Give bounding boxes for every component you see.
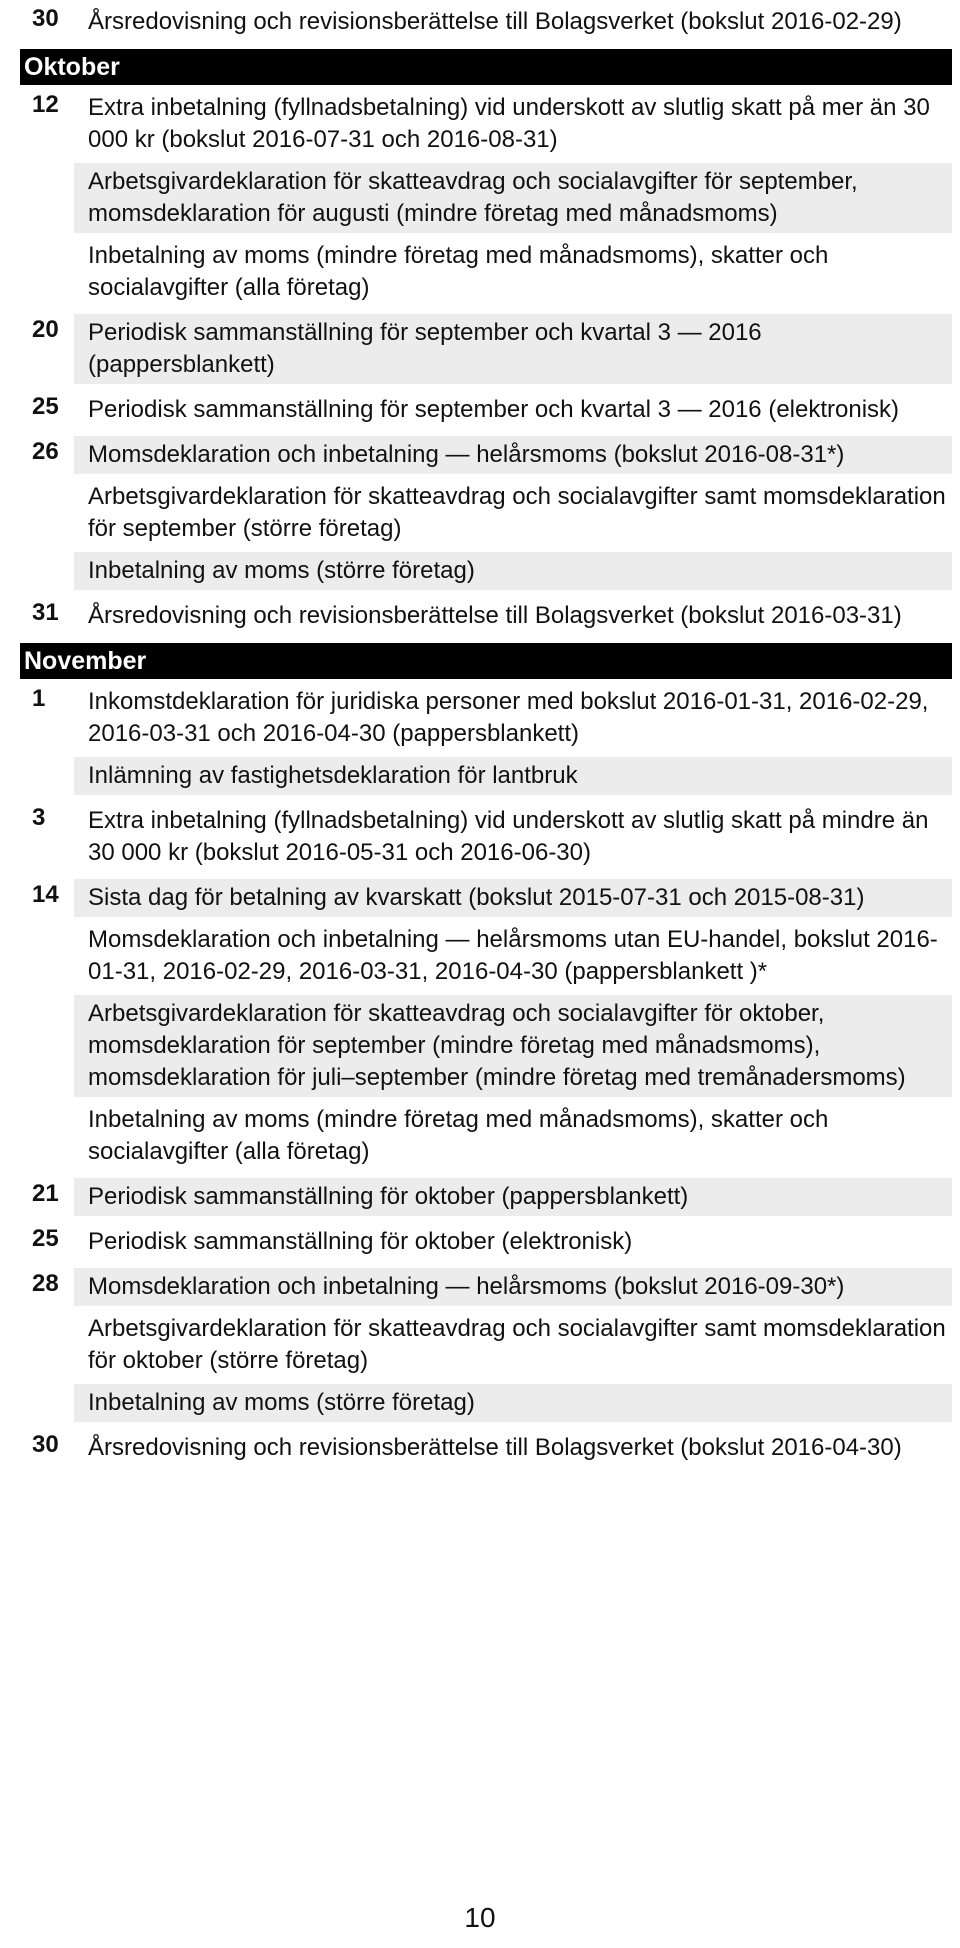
deadline-entry bbox=[20, 1178, 952, 1220]
day-number: 31 bbox=[32, 599, 59, 626]
day-number: 12 bbox=[32, 91, 59, 118]
deadline-entry bbox=[20, 3, 952, 45]
deadline-items bbox=[74, 1429, 952, 1471]
deadline-entry bbox=[20, 1223, 952, 1265]
deadline-calendar bbox=[20, 0, 952, 1474]
deadline-item: Momsdeklaration och inbetalning — helårsmoms utan EU-handel, bokslut 2016-01-31, 2016-02-29, 2016-03-31, 2016-04-30 (pappersblankett )* bbox=[88, 926, 938, 985]
day-number: 21 bbox=[32, 1180, 59, 1207]
deadline-item: Årsredovisning och revisionsberättelse till Bolagsverket (bokslut 2016-03-31) bbox=[88, 602, 902, 629]
deadline-item: Periodisk sammanställning för september och kvartal 3 — 2016 (elektronisk) bbox=[88, 396, 900, 423]
deadline-entry bbox=[20, 1429, 952, 1471]
deadline-item: Arbetsgivardeklaration för skatteavdrag och socialavgifter för oktober, momsdeklaration för september (mindre företag med månadsmoms), momsdeklaration för juli–september (mindre företag med tremånadersmoms) bbox=[74, 995, 952, 1097]
deadline-entry bbox=[20, 879, 952, 1175]
deadline-item: Periodisk sammanställning för oktober (elektronisk) bbox=[88, 1228, 633, 1255]
deadline-entry bbox=[20, 802, 952, 876]
deadline-item: Inbetalning av moms (större företag) bbox=[74, 1384, 952, 1422]
deadline-item: Inkomstdeklaration för juridiska personer med bokslut 2016-01-31, 2016-02-29, 2016-03-31 och 2016-04-30 (pappersblankett) bbox=[88, 688, 929, 747]
deadline-entry bbox=[20, 436, 952, 594]
deadline-items bbox=[74, 802, 952, 876]
deadline-items bbox=[74, 1268, 952, 1426]
page-number: 10 bbox=[464, 1902, 496, 1933]
day-number: 30 bbox=[32, 5, 59, 32]
deadline-item: Årsredovisning och revisionsberättelse till Bolagsverket (bokslut 2016-02-29) bbox=[88, 8, 902, 35]
deadline-item: Extra inbetalning (fyllnadsbetalning) vid underskott av slutlig skatt på mindre än 30 000 kr (bokslut 2016-05-31 och 2016-06-30) bbox=[88, 807, 929, 866]
deadline-items bbox=[74, 1178, 952, 1220]
deadline-item: Sista dag för betalning av kvarskatt (bokslut 2015-07-31 och 2015-08-31) bbox=[74, 879, 952, 917]
deadline-item: Momsdeklaration och inbetalning — helårsmoms (bokslut 2016-08-31*) bbox=[74, 436, 952, 474]
day-number: 25 bbox=[32, 393, 59, 420]
day-number: 25 bbox=[32, 1225, 59, 1252]
day-number: 3 bbox=[32, 804, 46, 831]
month-header: Oktober bbox=[20, 49, 952, 85]
day-number: 1 bbox=[32, 685, 46, 712]
deadline-item: Årsredovisning och revisionsberättelse till Bolagsverket (bokslut 2016-04-30) bbox=[88, 1434, 902, 1461]
deadline-entry bbox=[20, 391, 952, 433]
deadline-item: Arbetsgivardeklaration för skatteavdrag och socialavgifter samt momsdeklaration för oktober (större företag) bbox=[88, 1315, 946, 1374]
deadline-items bbox=[74, 3, 952, 45]
day-number: 26 bbox=[32, 438, 59, 465]
deadline-item: Inbetalning av moms (mindre företag med månadsmoms), skatter och socialavgifter (alla företag) bbox=[88, 242, 829, 301]
deadline-items bbox=[74, 89, 952, 311]
deadline-items bbox=[74, 391, 952, 433]
deadline-item: Periodisk sammanställning för september och kvartal 3 — 2016 (pappersblankett) bbox=[74, 314, 952, 384]
deadline-item: Inbetalning av moms (större företag) bbox=[74, 552, 952, 590]
deadline-items bbox=[74, 597, 952, 639]
day-number: 20 bbox=[32, 316, 59, 343]
deadline-item: Inlämning av fastighetsdeklaration för lantbruk bbox=[74, 757, 952, 795]
deadline-entry bbox=[20, 1268, 952, 1426]
day-number: 28 bbox=[32, 1270, 59, 1297]
deadline-entry bbox=[20, 314, 952, 388]
deadline-items bbox=[74, 314, 952, 388]
deadline-item: Arbetsgivardeklaration för skatteavdrag och socialavgifter för september, momsdeklaration för augusti (mindre företag med månadsmoms) bbox=[74, 163, 952, 233]
month-header: November bbox=[20, 643, 952, 679]
deadline-items bbox=[74, 683, 952, 799]
deadline-item: Extra inbetalning (fyllnadsbetalning) vid underskott av slutlig skatt på mer än 30 000 kr (bokslut 2016-07-31 och 2016-08-31) bbox=[88, 94, 930, 153]
deadline-item: Inbetalning av moms (mindre företag med månadsmoms), skatter och socialavgifter (alla företag) bbox=[88, 1106, 829, 1165]
deadline-item: Periodisk sammanställning för oktober (pappersblankett) bbox=[74, 1178, 952, 1216]
deadline-items bbox=[74, 879, 952, 1175]
deadline-entry bbox=[20, 597, 952, 639]
deadline-items bbox=[74, 1223, 952, 1265]
deadline-item: Momsdeklaration och inbetalning — helårsmoms (bokslut 2016-09-30*) bbox=[74, 1268, 952, 1306]
deadline-entry bbox=[20, 683, 952, 799]
deadline-items bbox=[74, 436, 952, 594]
deadline-item: Arbetsgivardeklaration för skatteavdrag och socialavgifter samt momsdeklaration för september (större företag) bbox=[88, 483, 946, 542]
deadline-entry bbox=[20, 89, 952, 311]
day-number: 14 bbox=[32, 881, 59, 908]
day-number: 30 bbox=[32, 1431, 59, 1458]
